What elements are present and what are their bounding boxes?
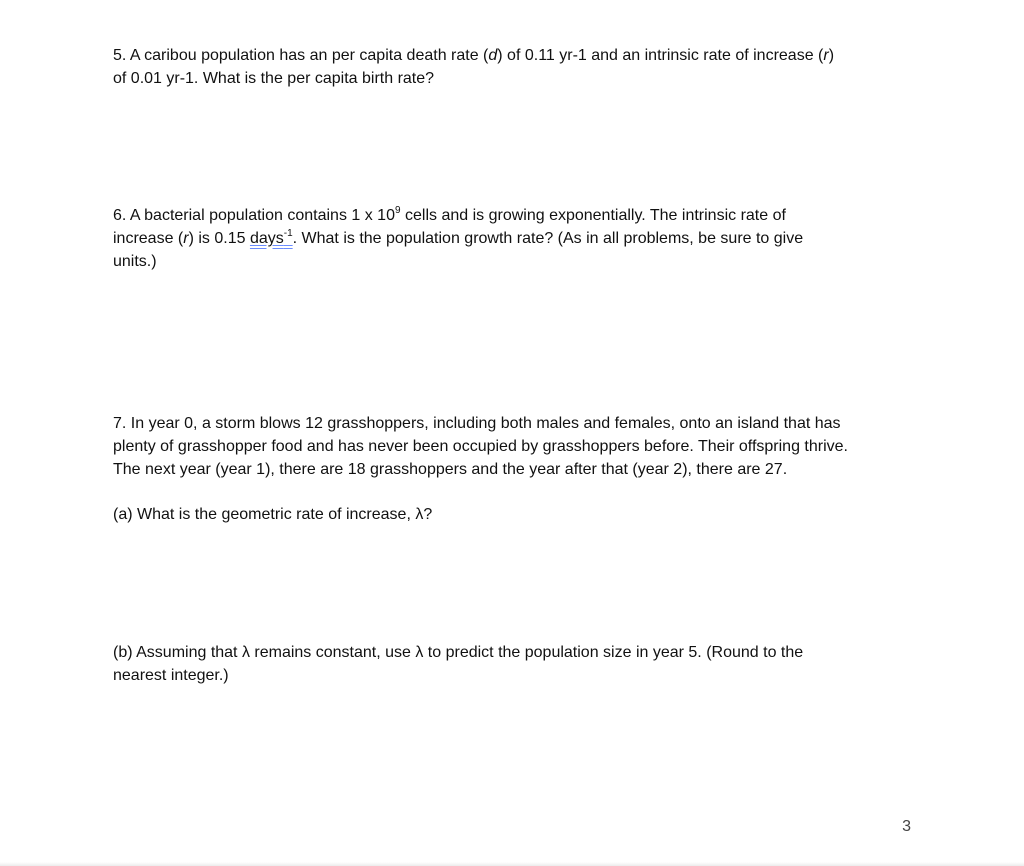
q7-line-3: The next year (year 1), there are 18 grasshoppers and the year after that (year 2), there are 27. [113,461,788,478]
q7-line-2: plenty of grasshopper food and has never been occupied by grasshoppers before. Their offspring thrive. [113,438,848,455]
q5-text-4: of 0.01 yr-1. What is the per capita birth rate? [113,70,435,87]
q6-text-1: 6. A bacterial population contains 1 x 10 [113,207,395,224]
q6-r-symbol: r [183,230,189,247]
question-7 [113,412,913,481]
q6-text-2: cells and is growing exponentially. The intrinsic rate of [400,207,786,224]
q7-line-1: 7. In year 0, a storm blows 12 grasshoppers, including both males and females, onto an island that has [113,415,841,432]
question-7a [113,503,913,526]
q5-text-1: 5. A caribou population has an per capita death rate ( [113,47,489,64]
q7b-line-2: nearest integer.) [113,667,229,684]
q5-r-symbol: r [823,47,829,64]
q6-days-word: days [249,230,284,247]
q6-text-4: ) is 0.15 [188,230,250,247]
q6-exponent-minus-1: -1 [283,227,293,239]
q6-text-3: increase ( [113,230,184,247]
page-number: 3 [902,818,911,835]
page-bottom-edge [0,862,1024,866]
q6-text-5: . What is the population growth rate? (As in all problems, be sure to give [292,230,804,247]
q6-exponent-9: 9 [394,204,401,216]
q5-death-rate-symbol: d [488,47,498,64]
q7a-text: (a) What is the geometric rate of increase, λ? [113,506,433,523]
question-7b [113,641,913,687]
question-6 [113,204,913,273]
question-5 [113,44,913,90]
q5-text-2: ) of 0.11 yr-1 and an intrinsic rate of increase ( [497,47,824,64]
q7b-line-1: (b) Assuming that λ remains constant, use λ to predict the population size in year 5. (Round to the [113,644,804,661]
q6-text-6: units.) [113,253,157,270]
q6-days-spellcheck[interactable] [249,227,293,247]
q5-text-3: ) [828,47,835,64]
